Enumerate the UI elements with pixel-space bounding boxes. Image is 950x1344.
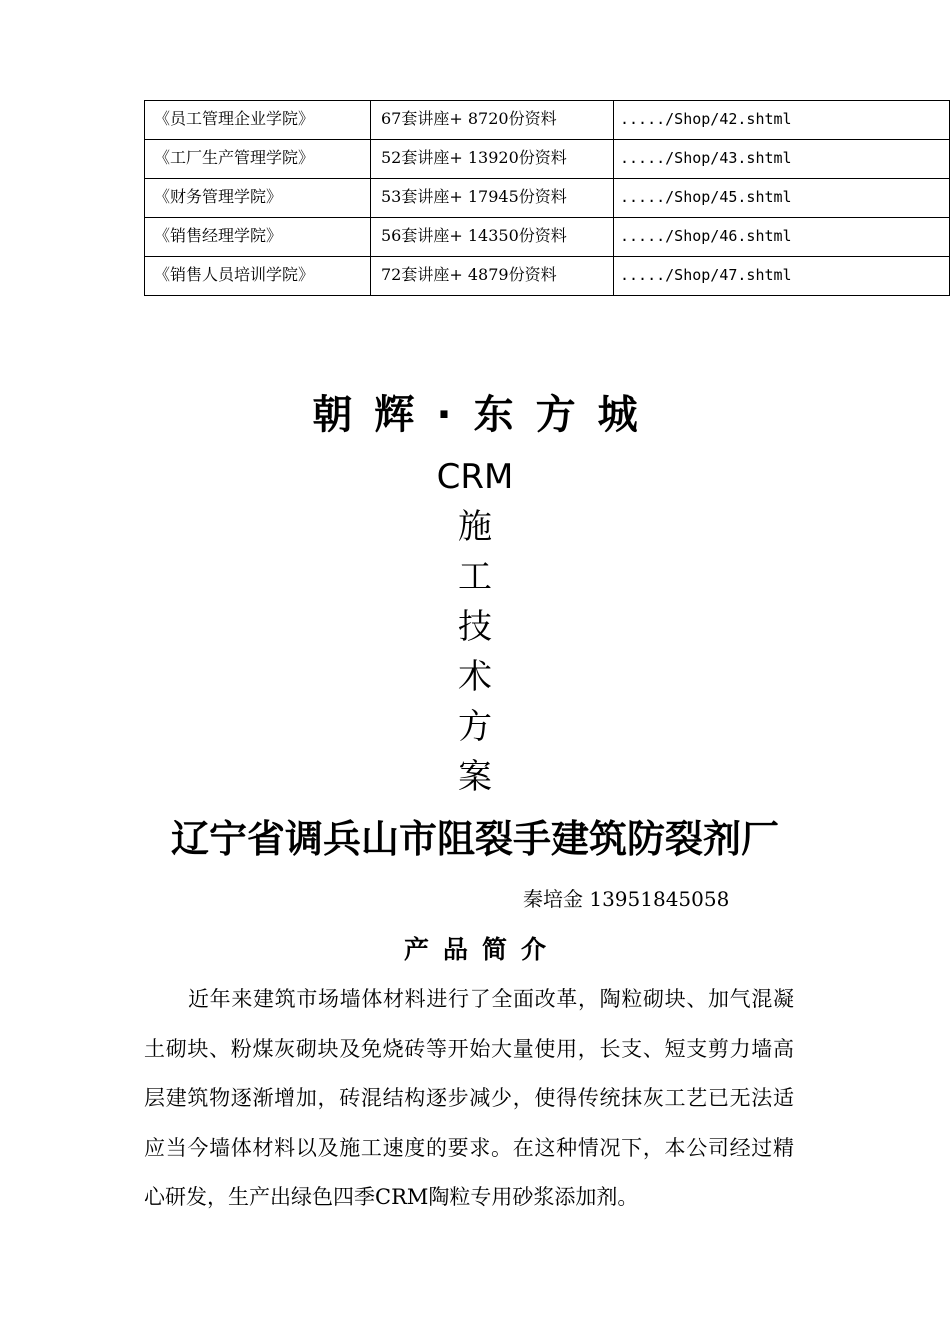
project-title: 朝辉·东方城 [312, 392, 660, 438]
course-name-cell: 《销售人员培训学院》 [145, 257, 371, 296]
subtitle-char: 方 [458, 707, 492, 747]
contact-info: 秦培金 13951845058 [523, 887, 730, 911]
subtitle-crm: CRM [436, 457, 514, 497]
vertical-subtitle [420, 452, 530, 802]
subtitle-char: 案 [458, 757, 492, 797]
course-name-cell: 《员工管理企业学院》 [145, 101, 371, 140]
table-row [145, 179, 950, 218]
course-content-cell: 52套讲座+ 13920份资料 [371, 140, 614, 179]
course-content-cell: 56套讲座+ 14350份资料 [371, 218, 614, 257]
course-link-cell[interactable]: ...../Shop/43.shtml [614, 140, 950, 179]
table-row [145, 257, 950, 296]
course-name-cell: 《财务管理学院》 [145, 179, 371, 218]
factory-name: 辽宁省调兵山市阻裂手建筑防裂剂厂 [170, 817, 779, 861]
subtitle-char: 术 [458, 657, 492, 697]
subtitle-char: 施 [458, 507, 492, 547]
table-row [145, 140, 950, 179]
course-link-cell[interactable]: ...../Shop/46.shtml [614, 218, 950, 257]
course-name-cell: 《工厂生产管理学院》 [145, 140, 371, 179]
course-link-cell[interactable]: ...../Shop/45.shtml [614, 179, 950, 218]
table-row [145, 218, 950, 257]
intro-paragraph: 近年来建筑市场墙体材料进行了全面改革，陶粒砌块、加气混凝土砌块、粉煤灰砌块及免烧砖等开始大量使用，长支、短支剪力墙高层建筑物逐渐增加，砖混结构逐步减少，使得传统抹灰工艺已无法适应当今墙体材料以及施工速度的要求。在这种情况下，本公司经过精心研发，生产出绿色四季CRM陶粒专用砂浆添加剂。 [144, 987, 794, 1209]
course-content-cell: 67套讲座+ 8720份资料 [371, 101, 614, 140]
course-name-cell: 《销售经理学院》 [145, 218, 371, 257]
course-link-cell[interactable]: ...../Shop/42.shtml [614, 101, 950, 140]
subtitle-char: 技 [458, 607, 492, 647]
course-content-cell: 53套讲座+ 17945份资料 [371, 179, 614, 218]
subtitle-char: 工 [458, 557, 492, 597]
section-heading: 产品简介 [403, 935, 560, 964]
table-row [145, 101, 950, 140]
course-link-cell[interactable]: ...../Shop/47.shtml [614, 257, 950, 296]
course-content-cell: 72套讲座+ 4879份资料 [371, 257, 614, 296]
course-table [144, 100, 950, 296]
